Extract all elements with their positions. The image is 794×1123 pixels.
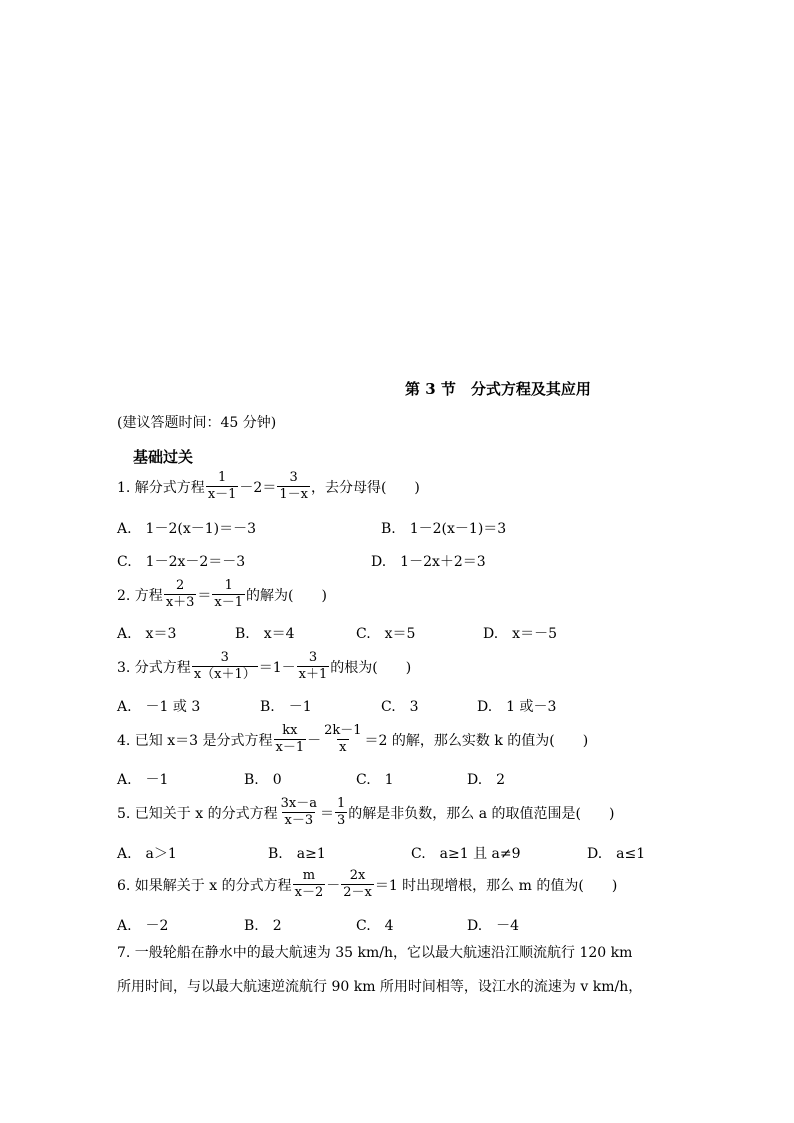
question-1-mid: －2＝ xyxy=(239,479,277,496)
option-c: C. 3 xyxy=(381,699,419,715)
option-a: A. －2 xyxy=(117,918,169,934)
numerator: 1 xyxy=(224,578,233,593)
denominator: 3 xyxy=(336,813,346,828)
option-b: B. a≥1 xyxy=(268,846,326,862)
question-4-prefix: 4. 已知 x＝3 是分式方程 xyxy=(117,732,273,749)
option-c: C. x＝5 xyxy=(356,626,416,642)
numerator: 3 xyxy=(289,470,298,485)
question-1-suffix: ，去分母得( ) xyxy=(310,479,420,496)
question-7-line-1: 7. 一般轮船在静水中的最大航速为 35 km/h，它以最大航速沿江顺流航行 120 km xyxy=(117,945,633,961)
fraction xyxy=(293,868,326,901)
question-3-mid: ＝1－ xyxy=(258,659,296,676)
option-b: B. 2 xyxy=(244,918,282,934)
numerator: 2x xyxy=(349,868,366,883)
denominator: x－3 xyxy=(284,813,314,828)
denominator: x＋1 xyxy=(298,667,328,682)
denominator: x－2 xyxy=(294,885,324,900)
question-2-mid: ＝ xyxy=(197,587,212,604)
option-d: D. 2 xyxy=(467,772,506,788)
fraction xyxy=(297,650,330,683)
time-hint: (建议答题时间：45 分钟) xyxy=(117,415,277,431)
question-5-prefix: 5. 已知关于 x 的分式方程 xyxy=(117,805,278,822)
option-d: D. －4 xyxy=(467,918,520,934)
question-6-mid: － xyxy=(326,877,341,894)
option-b: B. －1 xyxy=(260,699,312,715)
denominator: x xyxy=(339,740,347,755)
question-4-mid: － xyxy=(307,732,322,749)
question-5-suffix: 的解是非负数，那么 a 的取值范围是( ) xyxy=(348,805,615,822)
question-4-suffix: ＝2 的解，那么实数 k 的值为( ) xyxy=(364,732,589,749)
option-a: A. －1 或 3 xyxy=(117,699,201,715)
option-d: D. 1 或－3 xyxy=(477,699,557,715)
question-3-prefix: 3. 分式方程 xyxy=(117,659,191,676)
fraction xyxy=(335,796,347,829)
fraction xyxy=(322,723,363,756)
option-a: A. －1 xyxy=(117,772,169,788)
question-2-suffix: 的解为( ) xyxy=(246,587,327,604)
numerator: 3 xyxy=(308,650,318,665)
fraction xyxy=(274,723,307,756)
option-b: B. 1－2(x－1)＝3 xyxy=(381,521,507,537)
section-heading: 基础过关 xyxy=(133,448,194,466)
numerator: 2 xyxy=(175,578,185,593)
option-a: A. x＝3 xyxy=(117,626,177,642)
numerator: 1 xyxy=(336,796,346,811)
numerator: m xyxy=(302,868,316,883)
denominator: x－1 xyxy=(275,740,305,755)
question-4 xyxy=(117,723,588,756)
fraction xyxy=(277,470,310,503)
question-6-suffix: ＝1 时出现增根，那么 m 的值为( ) xyxy=(374,877,618,894)
fraction xyxy=(279,796,319,829)
denominator: 1－x xyxy=(279,487,308,502)
option-c: C. 4 xyxy=(356,918,394,934)
fraction xyxy=(192,650,258,683)
denominator: x－1 xyxy=(214,595,244,610)
question-6 xyxy=(117,868,617,901)
question-6-prefix: 6. 如果解关于 x 的分式方程 xyxy=(117,877,292,894)
fraction xyxy=(206,470,239,503)
question-5-mid: ＝ xyxy=(319,805,334,822)
option-a: A. 1－2(x－1)＝－3 xyxy=(117,521,257,537)
question-1-prefix: 1. 解分式方程 xyxy=(117,479,205,496)
fraction xyxy=(164,578,197,611)
denominator: x－1 xyxy=(207,487,237,502)
question-2 xyxy=(117,578,327,611)
question-5 xyxy=(117,796,614,829)
question-3 xyxy=(117,650,411,683)
numerator: 3 xyxy=(220,650,229,665)
denominator: x（x＋1） xyxy=(193,667,256,682)
option-d: D. x＝－5 xyxy=(483,626,557,642)
denominator: x＋3 xyxy=(165,595,195,610)
option-c: C. a≥1 且 a≠9 xyxy=(411,846,521,862)
numerator: kx xyxy=(282,723,298,738)
question-1 xyxy=(117,470,420,503)
section-title: 第 3 节 分式方程及其应用 xyxy=(405,380,591,398)
denominator: 2－x xyxy=(343,885,372,900)
question-7-line-2: 所用时间，与以最大航速逆流航行 90 km 所用时间相等，设江水的流速为 v km/h， xyxy=(117,979,643,995)
fraction xyxy=(341,868,374,901)
question-3-suffix: 的根为( ) xyxy=(330,659,412,676)
option-a: A. a＞1 xyxy=(117,846,177,862)
numerator: 3x－a xyxy=(280,796,317,811)
option-d: D. a≤1 xyxy=(587,846,646,862)
option-b: B. x＝4 xyxy=(235,626,295,642)
numerator: 2k－1 xyxy=(324,723,362,738)
question-2-prefix: 2. 方程 xyxy=(117,587,163,604)
option-d: D. 1－2x＋2＝3 xyxy=(371,554,486,570)
option-c: C. 1 xyxy=(356,772,394,788)
numerator: 1 xyxy=(217,470,227,485)
option-c: C. 1－2x－2＝－3 xyxy=(117,554,246,570)
option-b: B. 0 xyxy=(244,772,282,788)
fraction xyxy=(212,578,245,611)
